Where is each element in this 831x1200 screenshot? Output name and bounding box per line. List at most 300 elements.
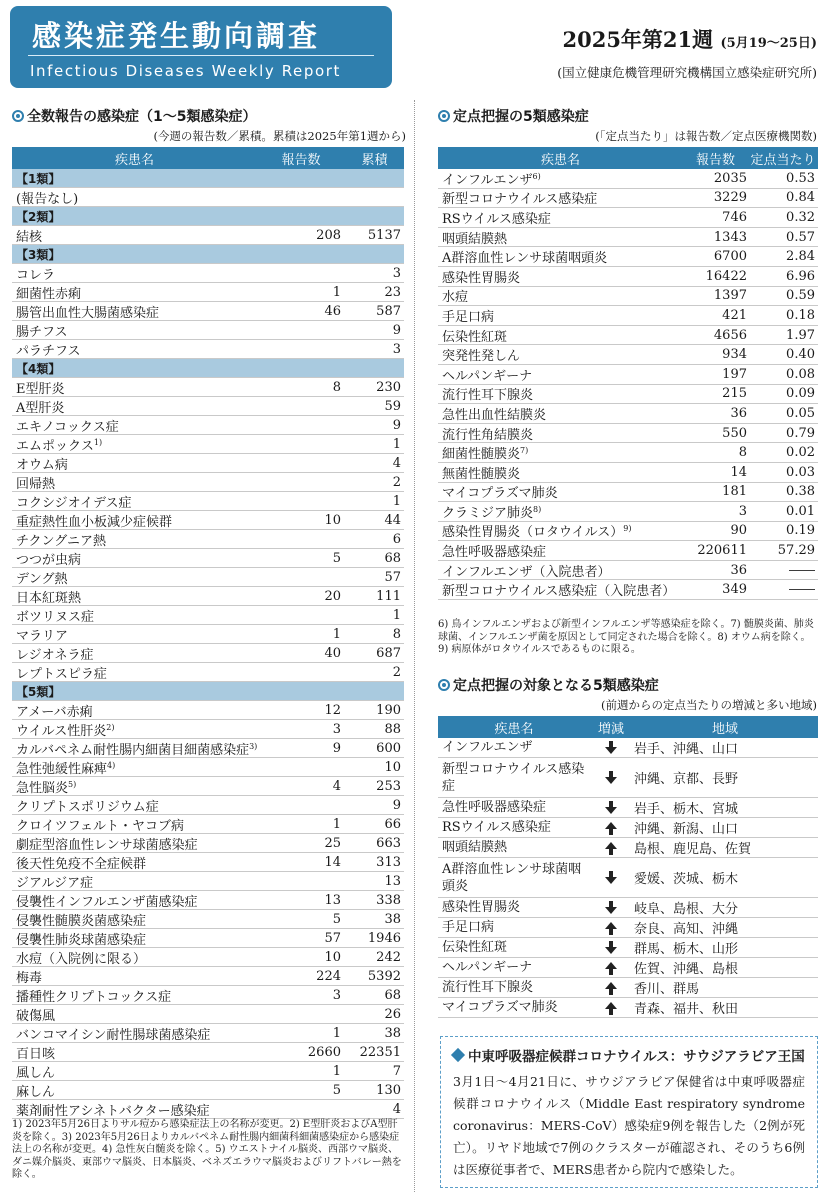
disease-name	[12, 587, 264, 606]
table-row	[12, 1081, 404, 1100]
per-sentinel: 6.96	[786, 268, 815, 284]
report-count: 1	[332, 626, 341, 642]
disease-name	[12, 378, 264, 397]
change-cell	[590, 802, 632, 814]
col-cum-header: 累積	[361, 152, 388, 168]
disease-name-text: 感染性胃腸炎（ロタウイルス）	[442, 525, 624, 541]
table-row	[12, 378, 404, 397]
disease-name-text: (報告なし)	[16, 191, 79, 207]
per-sentinel: 0.59	[786, 288, 815, 304]
disease-name-text: 梅毒	[16, 970, 43, 986]
table-row	[438, 208, 818, 228]
table-row	[12, 929, 404, 948]
change-cell	[590, 742, 632, 754]
category-label: 【2類】	[16, 209, 61, 224]
footnote-sentinel: 6) 鳥インフルエンザおよび新型インフルエンザ等感染症を除く。7) 髄膜炎菌、肺炎球菌、インフルエンザ菌を原因として同定された場合を除く。8) オウム病を除く。9) 病原体がロタウイルスであるものに限る。	[438, 619, 814, 655]
per-sentinel: 0.40	[786, 347, 815, 363]
disease-name-text: 破傷風	[16, 1008, 56, 1024]
table-row	[12, 853, 404, 872]
report-count: 5	[332, 1082, 341, 1098]
footnote-all-reports: 1) 2023年5月26日よりサル痘から感染症法上の名称が変更。2) E型肝炎およびA型肝炎を除く。3) 2023年5月26日よりカルバペネム耐性腸内細菌科細菌感染症から感染症法上の名称が変更。4) 急性灰白髄炎を除く。5) ウエストナイル脳炎、西部ウマ脳炎、ダニ媒介脳炎、東部ウマ脳炎、日本脳炎、ベネズエラウマ脳炎およびリフトバレー熱を除く。	[12, 1119, 402, 1180]
col-region-header: 地域	[711, 721, 738, 737]
change-cell	[590, 772, 632, 784]
arrow-up-icon	[605, 982, 617, 989]
disease-name	[12, 834, 264, 853]
cumulative-count: 587	[376, 303, 401, 319]
table-row	[438, 326, 818, 346]
report-count: 8	[332, 379, 341, 395]
report-count: 36	[730, 562, 747, 578]
arrow-down-icon	[605, 947, 617, 954]
report-count: 10	[324, 949, 341, 965]
footnote-ref: 7)	[520, 446, 529, 456]
per-sentinel: 0.32	[786, 209, 815, 225]
per-sentinel: 0.18	[786, 307, 815, 323]
table-row	[12, 796, 404, 815]
per-sentinel: 0.08	[786, 366, 815, 382]
disease-name: マイコプラズマ肺炎	[442, 1000, 558, 1015]
footnote-ref: 8)	[533, 504, 542, 514]
disease-name	[12, 986, 264, 1005]
cumulative-count: 663	[376, 835, 401, 851]
cumulative-count: 44	[384, 512, 401, 528]
disease-name-text: 劇症型溶血性レンサ球菌感染症	[16, 837, 198, 853]
table-row	[438, 938, 818, 958]
table-row	[12, 397, 404, 416]
report-count: 12	[324, 702, 341, 718]
disease-name	[12, 1043, 264, 1062]
cumulative-count: 68	[384, 550, 401, 566]
disease-name-text: 無菌性髄膜炎	[442, 466, 521, 482]
disease-name-text: 風しん	[16, 1065, 56, 1081]
table-row	[12, 188, 404, 207]
cumulative-count: 338	[376, 892, 401, 908]
disease-name: A群溶血性レンサ球菌咽頭炎	[442, 861, 582, 894]
cumulative-count: 26	[384, 1006, 401, 1022]
table-row	[12, 283, 404, 302]
arrow-up-icon	[605, 822, 617, 829]
table-row	[12, 1100, 404, 1119]
report-count: 5	[332, 911, 341, 927]
disease-name: ヘルパンギーナ	[442, 960, 533, 975]
diamond-icon	[451, 1048, 465, 1062]
table-row	[438, 958, 818, 978]
title-jp: 感染症発生動向調査	[32, 19, 321, 53]
disease-name-text: 急性呼吸器感染症	[442, 545, 547, 561]
report-count: 13	[324, 892, 341, 908]
disease-name-text: 急性弛緩性麻痺	[16, 761, 108, 777]
cumulative-count: 253	[376, 778, 401, 794]
region-list: 島根、鹿児島、佐賀	[634, 842, 752, 857]
report-count: 16422	[705, 268, 747, 284]
disease-name-text: 急性出血性結膜炎	[442, 407, 547, 423]
disease-name	[12, 663, 264, 682]
disease-name	[438, 247, 684, 266]
cumulative-count: 68	[384, 987, 401, 1003]
disease-name-text: ウイルス性肝炎	[16, 723, 107, 739]
disease-name-text: コレラ	[16, 267, 56, 283]
disease-name-text: 急性脳炎	[16, 780, 69, 796]
cumulative-count: 9	[392, 417, 401, 433]
disease-name	[438, 404, 684, 423]
disease-name	[438, 228, 684, 247]
table-row	[438, 838, 818, 858]
report-count: 181	[722, 484, 747, 500]
cumulative-count: 66	[384, 816, 401, 832]
disease-name: 手足口病	[442, 920, 495, 935]
cumulative-count: 600	[376, 740, 401, 756]
change-cell	[590, 1002, 632, 1014]
disease-name-text: レジオネラ症	[16, 647, 94, 663]
change-cell	[590, 942, 632, 954]
table-row	[12, 815, 404, 834]
table-row	[12, 663, 404, 682]
disease-name-text: つつが虫病	[16, 552, 82, 568]
disease-name	[12, 853, 264, 872]
footnote-ref: 4)	[107, 760, 116, 770]
table-row	[12, 587, 404, 606]
per-sentinel: 2.84	[786, 249, 815, 265]
table-row	[438, 483, 818, 503]
table-row	[438, 345, 818, 365]
table-row	[12, 568, 404, 587]
table-row	[438, 287, 818, 307]
disease-name-text: 細菌性赤痢	[16, 286, 82, 302]
per-sentinel: 0.03	[786, 464, 815, 480]
disease-name-text: 百日咳	[16, 1046, 56, 1062]
title-banner	[10, 6, 392, 88]
report-count: 14	[324, 854, 341, 870]
disease-name-text: 侵襲性インフルエンザ菌感染症	[16, 894, 198, 910]
disease-name-text: ヘルパンギーナ	[442, 368, 533, 384]
table-header	[438, 147, 818, 169]
disease-name	[12, 929, 264, 948]
table-row	[12, 226, 404, 245]
table-row	[12, 340, 404, 359]
disease-name	[12, 340, 264, 359]
table-row	[12, 511, 404, 530]
disease-name-text: 結核	[16, 229, 43, 245]
disease-name-text: 播種性クリプトコックス症	[16, 989, 172, 1005]
region-list: 佐賀、沖縄、島根	[634, 962, 739, 977]
week-label	[562, 24, 817, 54]
cumulative-count: 3	[392, 265, 401, 281]
disease-name	[12, 948, 264, 967]
table-row	[438, 798, 818, 818]
disease-name	[12, 910, 264, 929]
disease-name	[438, 580, 684, 599]
trend-table	[438, 716, 818, 1018]
disease-name	[12, 815, 264, 834]
disease-name	[12, 644, 264, 663]
disease-name	[12, 454, 264, 473]
table-row	[438, 502, 818, 522]
category-label: 【3類】	[16, 247, 61, 262]
category-row	[12, 359, 404, 378]
table-header	[438, 716, 818, 738]
disease-name-text: クラミジア肺炎	[442, 505, 534, 521]
disease-name-text: E型肝炎	[16, 381, 65, 397]
arrow-up-icon	[605, 962, 617, 969]
category-row	[12, 682, 404, 701]
cumulative-count: 13	[384, 873, 401, 889]
disease-name	[12, 435, 264, 454]
disease-name	[12, 321, 264, 340]
region-list: 群馬、栃木、山形	[634, 942, 739, 957]
table-row	[12, 473, 404, 492]
disease-name	[12, 1081, 264, 1100]
change-cell	[590, 982, 632, 994]
report-count: 20	[324, 588, 341, 604]
per-sentinel: 0.02	[786, 445, 815, 461]
disease-name	[12, 264, 264, 283]
disease-name	[438, 424, 684, 443]
cumulative-count: 7	[392, 1063, 401, 1079]
mers-news-box	[440, 1036, 818, 1188]
report-count: 57	[324, 930, 341, 946]
disease-name	[438, 169, 684, 188]
per-sentinel: 0.05	[786, 405, 815, 421]
disease-name-text: RSウイルス感染症	[442, 211, 551, 227]
table-row	[438, 818, 818, 838]
disease-name-text: マイコプラズマ肺炎	[442, 486, 558, 502]
change-cell	[590, 962, 632, 974]
disease-name: インフルエンザ	[442, 740, 533, 755]
disease-name-text: 腸チフス	[16, 324, 68, 340]
col-count-header: 報告数	[695, 152, 735, 168]
report-count: 46	[324, 303, 341, 319]
report-count: 3	[332, 987, 341, 1003]
footnote-ref: 6)	[532, 171, 541, 181]
report-count: 4	[332, 778, 341, 794]
week-dates: (5月19～25日)	[720, 36, 817, 51]
per-sentinel: 0.84	[786, 190, 815, 206]
arrow-down-icon	[605, 877, 617, 884]
disease-name	[438, 443, 684, 462]
report-count: 208	[316, 227, 341, 243]
disease-name-text: 新型コロナウイルス感染症（入院患者）	[442, 584, 676, 600]
disease-name	[12, 701, 264, 720]
table-row	[12, 1024, 404, 1043]
disease-name-text: チクングニア熱	[16, 533, 106, 549]
report-count: 2660	[307, 1044, 341, 1060]
per-sentinel: 57.29	[777, 543, 815, 559]
mers-body: 3月1日～4月21日に、サウジアラビア保健省は中東呼吸器症候群コロナウイルス（Middle East respiratory syndrome coronavirus：MERS-CoV）感染症9例を報告した（2例が死亡）。リヤド地域で7例のクラスターが確認され、そのうち6例は医療従事者で、MERS患者から院内で感染した。	[453, 1074, 805, 1177]
disease-name	[12, 188, 264, 207]
region-list: 岩手、沖縄、山口	[634, 742, 739, 757]
table-row	[12, 739, 404, 758]
category-row	[12, 207, 404, 226]
disease-name	[12, 625, 264, 644]
table-row	[438, 247, 818, 267]
cumulative-count: 130	[376, 1082, 401, 1098]
report-count: 220611	[697, 543, 747, 559]
table-row	[12, 758, 404, 777]
title-en: Infectious Diseases Weekly Report	[30, 62, 342, 80]
disease-name	[12, 720, 264, 739]
disease-name	[438, 502, 684, 521]
bullet-icon	[438, 679, 450, 691]
disease-name-text: ボツリヌス症	[16, 609, 95, 625]
table-row	[438, 267, 818, 287]
cumulative-count: 57	[384, 569, 401, 585]
disease-name-text: パラチフス	[16, 343, 81, 359]
table-body	[438, 169, 818, 600]
report-count: 25	[324, 835, 341, 851]
cumulative-count: 6	[392, 531, 401, 547]
cumulative-count: 9	[392, 797, 401, 813]
category-row	[12, 169, 404, 188]
region-list: 愛媛、茨城、栃木	[634, 872, 739, 887]
disease-name	[12, 492, 264, 511]
disease-name	[438, 541, 684, 560]
per-sentinel: 0.01	[786, 503, 815, 519]
disease-name	[438, 188, 684, 207]
table-row	[438, 541, 818, 561]
disease-name-text: オウム病	[16, 457, 68, 473]
cumulative-count: 22351	[359, 1044, 401, 1060]
table-row	[12, 302, 404, 321]
arrow-up-icon	[605, 1002, 617, 1009]
arrow-up-icon	[605, 922, 617, 929]
title-divider	[28, 55, 374, 56]
per-sentinel: ――	[789, 562, 815, 578]
footnote-ref: 9)	[623, 524, 632, 534]
section-title-sentinel: 定点把握の5類感染症	[438, 106, 589, 126]
cumulative-count: 687	[376, 645, 401, 661]
table-row	[438, 228, 818, 248]
disease-name: RSウイルス感染症	[442, 820, 551, 835]
col-change-header: 増減	[597, 721, 624, 737]
disease-name-text: 後天性免疫不全症候群	[16, 856, 147, 872]
disease-name: 流行性耳下腺炎	[442, 980, 534, 995]
disease-name-text: A型肝炎	[16, 400, 65, 416]
arrow-up-icon	[605, 842, 617, 849]
report-count: 8	[738, 445, 747, 461]
disease-name	[12, 758, 264, 777]
region-list: 岐阜、島根、大分	[634, 902, 739, 917]
report-count: 90	[730, 523, 747, 539]
table-row	[438, 758, 818, 798]
footnote-ref: 2)	[106, 722, 115, 732]
disease-name	[438, 365, 684, 384]
cumulative-count: 1946	[367, 930, 401, 946]
report-count: 2035	[713, 170, 747, 186]
region-list: 沖縄、新潟、山口	[634, 822, 739, 837]
table-row	[12, 644, 404, 663]
table-row	[12, 967, 404, 986]
table-row	[438, 463, 818, 483]
disease-name-text: A群溶血性レンサ球菌咽頭炎	[442, 251, 608, 267]
disease-name-text: 突発性発しん	[442, 349, 521, 365]
disease-name	[12, 967, 264, 986]
disease-name-text: マラリア	[16, 628, 69, 644]
disease-name-text: 新型コロナウイルス感染症	[442, 192, 598, 208]
report-count: 746	[722, 209, 747, 225]
table-row	[438, 561, 818, 581]
disease-name-text: 侵襲性肺炎球菌感染症	[16, 932, 147, 948]
table-row	[12, 872, 404, 891]
change-cell	[590, 842, 632, 854]
per-sentinel: 0.09	[786, 386, 815, 402]
table-row	[438, 898, 818, 918]
disease-name	[12, 872, 264, 891]
all-reports-table	[12, 147, 404, 1119]
table-row	[438, 189, 818, 209]
report-count: 421	[722, 307, 747, 323]
cumulative-count: 190	[376, 702, 401, 718]
disease-name-text: 麻しん	[16, 1084, 56, 1100]
cumulative-count: 230	[376, 379, 401, 395]
disease-name	[12, 302, 264, 321]
section-subtitle-all-reports: (今週の報告数／累積。累積は2025年第1週から)	[153, 129, 406, 143]
report-count: 215	[722, 386, 747, 402]
cumulative-count: 10	[384, 759, 401, 775]
disease-name	[438, 267, 684, 286]
report-count: 36	[730, 405, 747, 421]
disease-name-text: 手足口病	[442, 309, 495, 325]
table-row	[438, 522, 818, 542]
col-name-header: 疾患名	[494, 721, 534, 737]
arrow-down-icon	[605, 907, 617, 914]
table-row	[12, 321, 404, 340]
column-divider	[414, 100, 415, 1192]
arrow-down-icon	[605, 807, 617, 814]
disease-name	[12, 796, 264, 815]
col-name-header: 疾患名	[114, 152, 154, 168]
table-row	[438, 918, 818, 938]
disease-name	[12, 511, 264, 530]
table-row	[438, 424, 818, 444]
cumulative-count: 88	[384, 721, 401, 737]
table-row	[438, 580, 818, 600]
category-label: 【1類】	[16, 171, 61, 186]
table-row	[12, 910, 404, 929]
disease-name: 咽頭結膜熱	[442, 840, 508, 855]
disease-name-text: 水痘（入院例に限る）	[16, 951, 147, 967]
section-subtitle-trend: (前週からの定点当たりの増減と多い地域)	[601, 698, 817, 712]
mers-title: 中東呼吸器症候群コロナウイルス：サウジアラビア王国	[453, 1045, 805, 1065]
cumulative-count: 1	[392, 493, 401, 509]
disease-name-text: エキノコックス症	[16, 419, 119, 435]
table-row	[12, 435, 404, 454]
org-label: (国立健康危機管理研究機構国立感染症研究所)	[557, 65, 817, 80]
disease-name-text: ジアルジア症	[16, 875, 94, 891]
bullet-icon	[438, 110, 450, 122]
disease-name-text: カルバペネム耐性腸内細菌目細菌感染症	[16, 742, 250, 758]
region-list: 青森、福井、秋田	[634, 1002, 739, 1017]
disease-name	[12, 283, 264, 302]
table-row	[438, 404, 818, 424]
table-row	[12, 948, 404, 967]
category-row	[12, 245, 404, 264]
disease-name	[438, 521, 684, 540]
arrow-down-icon	[605, 777, 617, 784]
disease-name: 伝染性紅斑	[442, 940, 508, 955]
category-label: 【4類】	[16, 361, 61, 376]
table-row	[12, 701, 404, 720]
section-title-all-reports: 全数報告の感染症（1～5類感染症）	[12, 106, 256, 126]
disease-name	[438, 561, 684, 580]
report-count: 14	[730, 464, 747, 480]
per-sentinel: 1.97	[786, 327, 815, 343]
cumulative-count: 2	[392, 474, 401, 490]
table-row	[12, 777, 404, 796]
table-row	[438, 443, 818, 463]
cumulative-count: 5392	[367, 968, 401, 984]
disease-name	[12, 416, 264, 435]
disease-name-text: 回帰熱	[16, 476, 56, 492]
